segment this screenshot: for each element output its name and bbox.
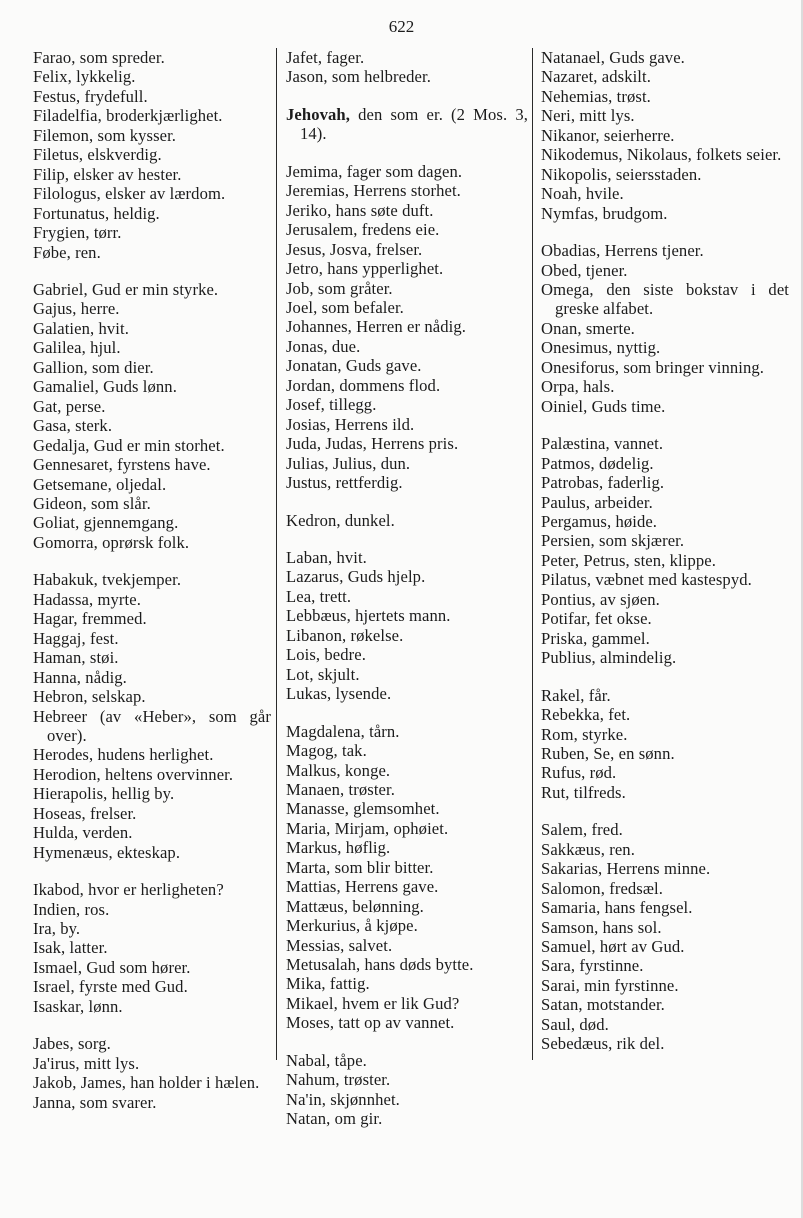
glossary-column-2 [286, 48, 528, 1129]
glossary-entry: Priska, gammel. [541, 628, 650, 648]
glossary-entry: Lukas, lysende. [286, 684, 392, 704]
glossary-entry: Jonatan, Guds gave. [286, 356, 422, 376]
glossary-entry: Getsemane, oljedal. [33, 474, 167, 494]
glossary-entry: Job, som gråter. [286, 278, 393, 298]
glossary-entry: Sakkæus, ren. [541, 839, 635, 859]
glossary-entry: Føbe, ren. [33, 242, 101, 262]
glossary-entry: Herodes, hudens herlighet. [33, 745, 214, 765]
glossary-column-3 [541, 48, 789, 1054]
glossary-entry: Obadias, Herrens tjener. [541, 241, 704, 261]
glossary-entry: Gallion, som dier. [33, 357, 154, 377]
glossary-entry: Habakuk, tvekjemper. [33, 570, 182, 590]
glossary-entry: Josias, Herrens ild. [286, 414, 415, 434]
glossary-entry: Haman, støi. [33, 648, 119, 668]
glossary-entry: Malkus, konge. [286, 760, 391, 780]
glossary-entry: Hymenæus, ekteskap. [33, 842, 181, 862]
glossary-entry: Sarai, min fyrstinne. [541, 975, 679, 995]
glossary-entry: Ira, by. [33, 919, 81, 939]
glossary-entry: Oiniel, Guds time. [541, 396, 666, 416]
glossary-entry: Haggaj, fest. [33, 628, 119, 648]
glossary-entry: Nikopolis, seiersstaden. [541, 164, 702, 184]
glossary-entry: Rufus, rød. [541, 763, 617, 783]
glossary-entry: Rebekka, fet. [541, 705, 631, 725]
glossary-entry: Merkurius, å kjøpe. [286, 916, 418, 936]
glossary-entry: Lazarus, Guds hjelp. [286, 567, 426, 587]
glossary-entry: Markus, høflig. [286, 838, 391, 858]
glossary-entry: Jesus, Josva, frelser. [286, 239, 423, 259]
glossary-entry: Filetus, elskverdig. [33, 145, 162, 165]
glossary-entry: Samson, hans sol. [541, 917, 662, 937]
glossary-entry: Jabes, sorg. [33, 1034, 111, 1054]
glossary-entry: Gideon, som slår. [33, 493, 151, 513]
glossary-entry: Metusalah, hans døds bytte. [286, 955, 474, 975]
glossary-entry: Hadassa, myrte. [33, 589, 141, 609]
glossary-entry: Nazaret, adskilt. [541, 67, 651, 87]
column-divider-1 [276, 48, 277, 1060]
glossary-entry: Jakob, James, han holder i hælen. [33, 1073, 260, 1093]
glossary-entry: Messias, salvet. [286, 935, 393, 955]
glossary-entry: Gamaliel, Guds lønn. [33, 377, 177, 397]
glossary-entry: Isak, latter. [33, 938, 108, 958]
glossary-entry: Pilatus, væbnet med kastespyd. [541, 570, 752, 590]
glossary-entry: Gabriel, Gud er min styrke. [33, 279, 219, 299]
glossary-entry: Josef, tillegg. [286, 395, 377, 415]
glossary-entry: Galatien, hvit. [33, 318, 129, 338]
glossary-entry: Natanael, Guds gave. [541, 48, 685, 67]
glossary-entry: Fortunatus, heldig. [33, 203, 160, 223]
glossary-entry: Gennesaret, fyrstens have. [33, 455, 211, 475]
glossary-entry: Nikanor, seierherre. [541, 125, 675, 145]
glossary-entry [286, 105, 528, 144]
glossary-entry: Salomon, fredsæl. [541, 878, 663, 898]
glossary-entry: Natan, om gir. [286, 1109, 383, 1129]
glossary-entry: Palæstina, vannet. [541, 434, 664, 454]
glossary-entry: Orpa, hals. [541, 377, 615, 397]
glossary-entry: Jemima, fager som dagen. [286, 161, 463, 181]
glossary-entry: Filadelfia, broderkjærlighet. [33, 106, 223, 126]
glossary-entry: Nahum, trøster. [286, 1070, 391, 1090]
glossary-entry: Hierapolis, hellig by. [33, 784, 175, 804]
glossary-entry: Lea, trett. [286, 586, 352, 606]
glossary-entry: Jeremias, Herrens storhet. [286, 181, 461, 201]
glossary-entry: Mattias, Herrens gave. [286, 877, 439, 897]
glossary-entry: Manasse, glemsomhet. [286, 799, 440, 819]
glossary-entry: Johannes, Herren er nådig. [286, 317, 466, 337]
glossary-entry: Ismael, Gud som hører. [33, 957, 191, 977]
glossary-entry: Gedalja, Gud er min storhet. [33, 435, 225, 455]
glossary-entry: Persien, som skjærer. [541, 531, 685, 551]
glossary-entry: Rut, tilfreds. [541, 782, 626, 802]
glossary-entry: Omega, den siste bokstav i det greske alfabet. [541, 279, 789, 319]
glossary-entry: Frygien, tørr. [33, 223, 122, 243]
glossary-entry: Mika, fattig. [286, 974, 370, 994]
glossary-entry: Hebreer (av «Heber», som går over). [33, 706, 271, 745]
glossary-entry: Maria, Mirjam, ophøiet. [286, 818, 449, 838]
glossary-entry: Lot, skjult. [286, 664, 360, 684]
glossary-entry: Patmos, dødelig. [541, 453, 654, 473]
glossary-entry: Rom, styrke. [541, 724, 628, 744]
glossary-entry: Joel, som befaler. [286, 297, 404, 317]
glossary-entry: Gasa, sterk. [33, 416, 113, 436]
glossary-entry: Nabal, tåpe. [286, 1050, 367, 1070]
glossary-entry: Hulda, verden. [33, 823, 133, 843]
glossary-entry: Hanna, nådig. [33, 667, 127, 687]
glossary-entry: Juda, Judas, Herrens pris. [286, 434, 459, 454]
glossary-entry: Publius, almindelig. [541, 648, 677, 668]
glossary-entry: Israel, fyrste med Gud. [33, 977, 188, 997]
glossary-entry: Potifar, fet okse. [541, 609, 652, 629]
glossary-entry: Mikael, hvem er lik Gud? [286, 993, 460, 1013]
glossary-entry: Julias, Julius, dun. [286, 453, 411, 473]
glossary-entry: Pergamus, høide. [541, 511, 658, 531]
glossary-entry: Manaen, trøster. [286, 779, 395, 799]
glossary-entry: Paulus, arbeider. [541, 492, 653, 512]
glossary-entry: Lois, bedre. [286, 645, 366, 665]
glossary-entry: Nymfas, brudgom. [541, 203, 668, 223]
glossary-entry: Onesiforus, som bringer vinning. [541, 357, 765, 377]
glossary-entry: Jason, som helbreder. [286, 67, 431, 87]
glossary-entry: Farao, som spreder. [33, 48, 165, 67]
glossary-entry: Saul, død. [541, 1014, 609, 1034]
glossary-entry: Samaria, hans fengsel. [541, 898, 693, 918]
glossary-entry: Jeriko, hans søte duft. [286, 200, 434, 220]
glossary-entry: Gajus, herre. [33, 299, 120, 319]
glossary-entry: Ikabod, hvor er herligheten? [33, 880, 224, 900]
glossary-entry: Gat, perse. [33, 396, 106, 416]
glossary-entry: Jafet, fager. [286, 48, 365, 67]
glossary-entry: Laban, hvit. [286, 547, 367, 567]
column-divider-2 [532, 48, 533, 1060]
glossary-entry: Kedron, dunkel. [286, 510, 395, 530]
glossary-entry: Jordan, dommens flod. [286, 375, 441, 395]
glossary-entry: Patrobas, faderlig. [541, 473, 665, 493]
entry-headword: Jehovah, [286, 104, 350, 124]
glossary-entry: Filip, elsker av hester. [33, 164, 182, 184]
glossary-entry: Sara, fyrstinne. [541, 956, 644, 976]
glossary-entry: Magog, tak. [286, 741, 367, 761]
glossary-entry: Hagar, fremmed. [33, 609, 147, 629]
glossary-entry: Samuel, hørt av Gud. [541, 937, 685, 957]
page-number: 622 [388, 17, 415, 36]
glossary-entry: Peter, Petrus, sten, klippe. [541, 550, 716, 570]
glossary-entry: Hoseas, frelser. [33, 803, 137, 823]
glossary-entry: Mattæus, belønning. [286, 896, 424, 916]
glossary-entry: Jonas, due. [286, 336, 361, 356]
glossary-entry: Filemon, som kysser. [33, 125, 177, 145]
glossary-entry: Obed, tjener. [541, 260, 628, 280]
glossary-entry: Filologus, elsker av lærdom. [33, 184, 226, 204]
entry-text: den som er. (2 Mos. 3, 14). [300, 104, 528, 144]
glossary-entry: Indien, ros. [33, 899, 110, 919]
glossary-entry: Noah, hvile. [541, 184, 624, 204]
glossary-entry: Nikodemus, Nikolaus, folkets seier. [541, 145, 782, 165]
glossary-entry: Jerusalem, fredens eie. [286, 220, 440, 240]
glossary-entry: Sakarias, Herrens minne. [541, 859, 711, 879]
glossary-entry: Hebron, selskap. [33, 687, 146, 707]
glossary-entry: Nehemias, trøst. [541, 86, 651, 106]
glossary-entry: Sebedæus, rik del. [541, 1034, 665, 1054]
glossary-entry: Festus, frydefull. [33, 86, 148, 106]
glossary-entry: Ruben, Se, en sønn. [541, 743, 675, 763]
glossary-entry: Satan, motstander. [541, 995, 665, 1015]
glossary-column-1 [33, 48, 271, 1112]
glossary-entry: Pontius, av sjøen. [541, 589, 660, 609]
glossary-entry: Magdalena, tårn. [286, 721, 400, 741]
glossary-entry: Goliat, gjennemgang. [33, 513, 179, 533]
glossary-entry: Felix, lykkelig. [33, 67, 136, 87]
glossary-entry: Gomorra, oprørsk folk. [33, 532, 190, 552]
glossary-entry: Jetro, hans ypperlighet. [286, 259, 444, 279]
glossary-entry: Janna, som svarer. [33, 1092, 157, 1112]
glossary-entry: Rakel, får. [541, 685, 611, 705]
glossary-entry: Justus, rettferdig. [286, 473, 403, 493]
glossary-entry: Marta, som blir bitter. [286, 857, 434, 877]
glossary-entry: Neri, mitt lys. [541, 106, 635, 126]
glossary-entry: Onan, smerte. [541, 318, 635, 338]
glossary-entry: Salem, fred. [541, 820, 623, 840]
glossary-entry: Lebbæus, hjertets mann. [286, 606, 451, 626]
glossary-entry: Libanon, røkelse. [286, 625, 404, 645]
glossary-entry: Onesimus, nyttig. [541, 338, 661, 358]
glossary-entry: Galilea, hjul. [33, 338, 121, 358]
glossary-entry: Herodion, heltens overvinner. [33, 764, 234, 784]
glossary-entry: Ja'irus, mitt lys. [33, 1053, 140, 1073]
glossary-entry: Moses, tatt op av vannet. [286, 1013, 455, 1033]
glossary-entry: Isaskar, lønn. [33, 996, 123, 1016]
glossary-entry: Na'in, skjønnhet. [286, 1089, 400, 1109]
